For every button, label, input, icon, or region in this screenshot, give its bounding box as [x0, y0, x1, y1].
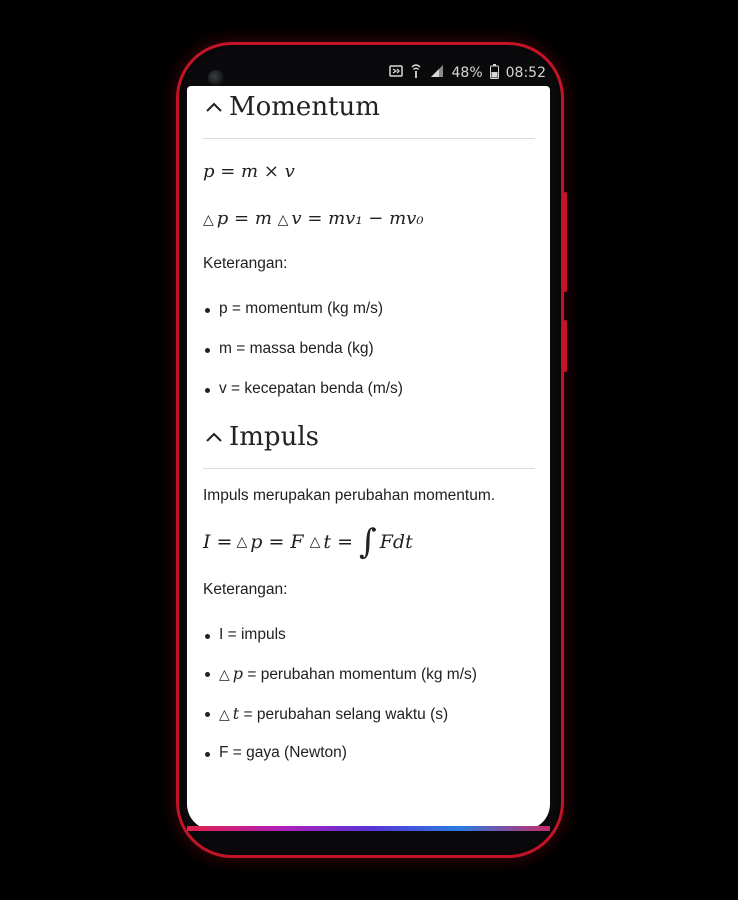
momentum-legend-list: [203, 300, 535, 398]
front-camera-icon: [208, 70, 224, 86]
delta-symbol: △: [236, 534, 248, 550]
list-item: p = momentum (kg m/s): [203, 300, 535, 318]
formula-part: v = mv₁ − mv₀: [291, 208, 424, 229]
volume-button: [563, 320, 567, 372]
integral-symbol: ∫: [359, 522, 377, 562]
delta-symbol: △: [309, 534, 321, 550]
battery-percent: 48%: [451, 65, 483, 81]
formula-momentum: p = m × v: [203, 161, 295, 182]
battery-icon: [490, 64, 499, 83]
clock: 08:52: [505, 65, 546, 81]
wifi-icon: [410, 63, 422, 83]
nfc-icon: [389, 65, 403, 81]
keterangan-label: Keterangan:: [203, 581, 288, 598]
screen: [187, 86, 550, 830]
list-item: [203, 704, 535, 724]
formula-part: p = F: [250, 531, 304, 553]
delta-symbol: △: [277, 212, 289, 228]
list-item: I = impuls: [203, 626, 535, 644]
section-header-momentum[interactable]: [203, 86, 535, 128]
screen-edge-glow: [187, 826, 550, 831]
variable: t: [232, 704, 240, 723]
divider: [203, 138, 535, 139]
section-title-momentum: Momentum: [229, 92, 380, 122]
section-title-impuls: Impuls: [229, 422, 319, 452]
chevron-up-icon[interactable]: [203, 96, 225, 118]
list-item: v = kecepatan benda (m/s): [203, 380, 535, 398]
list-item: [203, 664, 535, 684]
impuls-legend-list: [203, 626, 535, 762]
delta-symbol: △: [219, 706, 230, 722]
impuls-intro: Impuls merupakan perubahan momentum.: [203, 487, 496, 504]
list-item-text: = perubahan momentum (kg m/s): [243, 666, 477, 683]
power-button: [563, 192, 567, 292]
chevron-up-icon[interactable]: [203, 426, 225, 448]
list-item-text: = perubahan selang waktu (s): [239, 706, 449, 723]
signal-icon: [429, 64, 445, 82]
status-bar: [240, 62, 546, 84]
section-header-impuls[interactable]: [203, 416, 535, 458]
delta-symbol: △: [219, 666, 230, 682]
article-content: [203, 86, 535, 762]
formula-part: I =: [203, 531, 233, 553]
keterangan-label: Keterangan:: [203, 255, 288, 272]
formula-impuls: [203, 522, 535, 562]
delta-symbol: △: [203, 212, 214, 228]
divider: [203, 468, 535, 469]
list-item: m = massa benda (kg): [203, 340, 535, 358]
formula-part: t =: [323, 531, 353, 553]
formula-part: p = m: [216, 208, 272, 229]
variable: p: [232, 664, 244, 683]
formula-momentum-change: [203, 208, 535, 229]
list-item: F = gaya (Newton): [203, 744, 535, 762]
formula-part: Fdt: [379, 531, 413, 553]
